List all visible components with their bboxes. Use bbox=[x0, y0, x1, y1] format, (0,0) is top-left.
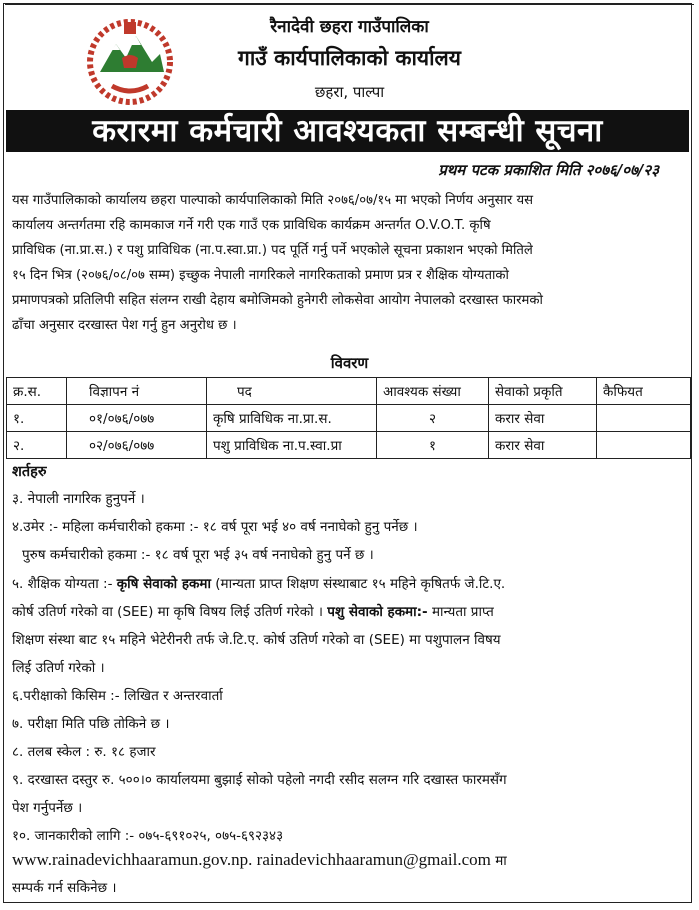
col-header: विज्ञापन नं bbox=[67, 378, 207, 405]
col-header: क्र.स. bbox=[7, 378, 67, 405]
table-cell: १ bbox=[377, 432, 489, 459]
condition-4-male: पुरुष कर्मचारीको हकमा :- १८ वर्ष पूरा भई ३५ वर्ष ननाघेको हुनु पर्ने छ । bbox=[22, 547, 374, 563]
intro-line: कार्यालय अन्तर्गतमा रहि कामकाज गर्ने गरी एक गाउँ एक प्राविधिक कार्यक्रम अन्तर्गत O.V.O.T. कृषि bbox=[12, 218, 491, 233]
condition-5-line1 bbox=[12, 574, 688, 592]
table-cell: २. bbox=[7, 432, 67, 459]
intro-line: यस गाउँपालिकाको कार्यालय छहरा पाल्पाको कार्यपालिकाको मिति २०७६/०७/१५ मा भएको निर्णय अनुसार यस bbox=[12, 193, 534, 208]
condition-5-vet-text: मान्यता प्राप्त bbox=[431, 604, 494, 620]
intro-line: ढाँचा अनुसार दरखास्त पेश गर्नु हुन अनुरोध छ । bbox=[12, 318, 237, 333]
table-header-row bbox=[7, 378, 691, 405]
website-email-link[interactable]: www.rainadevichhaaramun.gov.np. rainadevichhaaramun@gmail.com bbox=[12, 850, 491, 869]
contact-line: सम्पर्क गर्न सकिनेछ । bbox=[12, 880, 117, 896]
municipality-name: रैनादेवी छहरा गाउँपालिका bbox=[270, 17, 429, 37]
condition-5-vet-heading: पशु सेवाको हकमा:- bbox=[327, 604, 428, 620]
table-cell: कृषि प्राविधिक ना.प्रा.स. bbox=[207, 405, 377, 432]
col-header: सेवाको प्रकृति bbox=[489, 378, 597, 405]
table-cell bbox=[597, 405, 691, 432]
condition-5-agri-heading: कृषि सेवाको हकमा bbox=[116, 576, 211, 592]
condition-5-prefix: ५. शैक्षिक योग्यता :- bbox=[12, 576, 113, 592]
intro-line: १५ दिन भित्र (२०७६/०८/०७ सम्म) इच्छुक नेपाली नागरिकले नागरिकताको प्रमाण प्रत्र र शैक्षिक योग्यताको bbox=[12, 268, 509, 283]
condition-8: ८. तलब स्केल : रु. १८ हजार bbox=[12, 744, 156, 760]
condition-9-line2: पेश गर्नुपर्नेछ । bbox=[12, 800, 83, 816]
condition-5-line3: शिक्षण संस्था बाट १५ महिने भेटेरीनरी तर्फ जे.टि.ए. कोर्ष उतिर्ण गरेको वा (SEE) मा पशुपालन विषय bbox=[12, 632, 501, 648]
table-cell: करार सेवा bbox=[489, 432, 597, 459]
publication-date: प्रथम पटक प्रकाशित मिति २०७६/०७/२३ bbox=[438, 161, 659, 179]
table-row bbox=[7, 405, 691, 432]
condition-3: ३. नेपाली नागरिक हुनुपर्ने । bbox=[12, 491, 145, 507]
col-header: पद bbox=[207, 378, 377, 405]
table-cell bbox=[597, 432, 691, 459]
table-cell: १. bbox=[7, 405, 67, 432]
col-header: आवश्यक संख्या bbox=[377, 378, 489, 405]
condition-5-agri-text: (मान्यता प्राप्त शिक्षण संस्थाबाट १५ महिने कृषितर्फ जे.टि.ए. bbox=[215, 576, 506, 592]
office-location: छहरा, पाल्पा bbox=[314, 83, 385, 101]
office-name: गाउँ कार्यपालिकाको कार्यालय bbox=[238, 46, 461, 70]
condition-7: ७. परीक्षा मिति पछि तोकिने छ । bbox=[12, 716, 170, 732]
condition-5-line2 bbox=[12, 602, 688, 620]
contact-web-line bbox=[12, 850, 688, 870]
table-cell: ०१/०७६/०७७ bbox=[67, 405, 207, 432]
table-row bbox=[7, 432, 691, 459]
condition-6: ६.परीक्षाको किसिम :- लिखित र अन्तरवार्ता bbox=[12, 688, 223, 704]
table-cell: ०२/०७६/०७७ bbox=[67, 432, 207, 459]
contact-suffix: मा bbox=[495, 853, 507, 869]
condition-5-agri-text-2: कोर्ष उतिर्ण गरेको वा (SEE) मा कृषि विषय लिई उतिर्ण गरेको । bbox=[12, 604, 323, 620]
intro-paragraph bbox=[12, 188, 688, 338]
table-cell: पशु प्राविधिक ना.प.स्वा.प्रा bbox=[207, 432, 377, 459]
col-header: कैफियत bbox=[597, 378, 691, 405]
table-cell: २ bbox=[377, 405, 489, 432]
condition-10: १०. जानकारीको लागि :- ०७५-६९१०२५, ०७५-६९२३४३ bbox=[12, 828, 284, 844]
intro-line: प्राविधिक (ना.प्रा.स.) र पशु प्राविधिक (ना.प.स्वा.प्रा.) पद पूर्ति गर्नु पर्ने भएकोले सूचना प्रकाशन भएको मितिले bbox=[12, 243, 533, 258]
condition-9-line1: ९. दरखास्त दस्तुर रु. ५००।० कार्यालयमा बुझाई सोको पहेलो नगदी रसीद सलग्न गरि दखास्त फारमसँग bbox=[12, 772, 507, 788]
table-title: विवरण bbox=[330, 354, 369, 372]
notice-title: करारमा कर्मचारी आवश्यकता सम्बन्धी सूचना bbox=[6, 110, 689, 152]
intro-line: प्रमाणपत्रको प्रतिलिपी सहित संलग्न राखी देहाय बमोजिमको हुनेगरी लोकसेवा आयोग नेपालको दरखास्त फारमको bbox=[12, 293, 543, 308]
conditions-title: शर्तहरु bbox=[12, 464, 47, 480]
condition-5-line4: लिई उतिर्ण गरेको । bbox=[12, 660, 105, 676]
table-cell: करार सेवा bbox=[489, 405, 597, 432]
vacancy-table bbox=[6, 377, 691, 459]
condition-4-female: ४.उमेर :- महिला कर्मचारीको हकमा :- १८ वर्ष पूरा भई ४० वर्ष ननाघेको हुनु पर्नेछ । bbox=[12, 519, 418, 535]
